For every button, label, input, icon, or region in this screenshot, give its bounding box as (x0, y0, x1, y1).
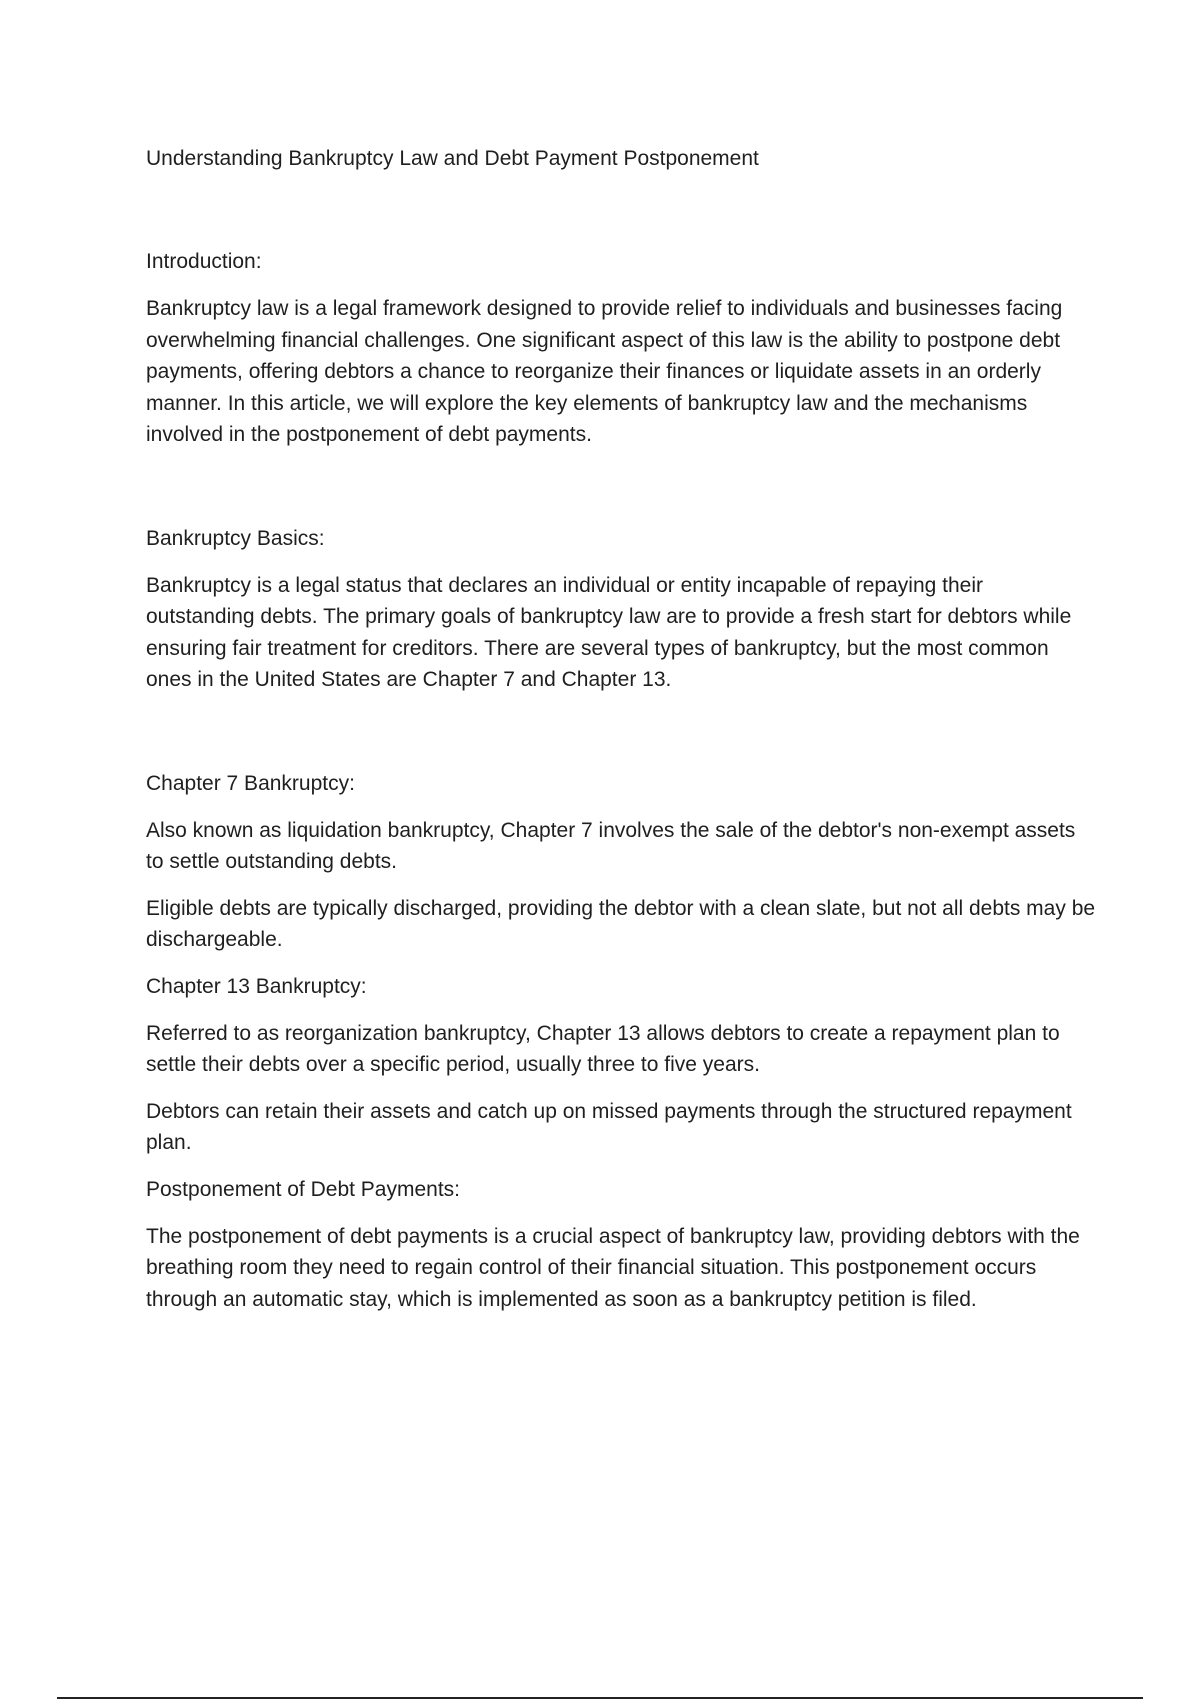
paragraph-chapter-13-reorganization: Referred to as reorganization bankruptcy, Chapter 13 allows debtors to create a repayment plan to settle their debts over a specific period, usually three to five years. (146, 1021, 1060, 1076)
paragraph-postponement: The postponement of debt payments is a crucial aspect of bankruptcy law, providing debtors with the breathing room they need to regain control of their financial situation. This postponement occurs through an automatic stay, which is implemented as soon as a bankruptcy petition is filed. (146, 1224, 1080, 1311)
document-title: Understanding Bankruptcy Law and Debt Payment Postponement (146, 147, 759, 170)
section-heading-chapter-13: Chapter 13 Bankruptcy: (146, 974, 367, 998)
page-bottom-rule (57, 1697, 1143, 1699)
paragraph-chapter-7-discharge: Eligible debts are typically discharged, providing the debtor with a clean slate, but not all debts may be dischargeable. (146, 896, 1096, 951)
section-heading-chapter-7: Chapter 7 Bankruptcy: (146, 771, 355, 795)
section-heading-introduction: Introduction: (146, 250, 262, 273)
paragraph-bankruptcy-basics: Bankruptcy is a legal status that declares an individual or entity incapable of repaying their outstanding debts. The primary goals of bankruptcy law are to provide a fresh start for debtors while ensuring fair treatment for creditors. There are several types of bankruptcy, but the most common ones in the United States are Chapter 7 and Chapter 13. (146, 573, 1072, 691)
document-body (146, 143, 1096, 1315)
section-heading-postponement: Postponement of Debt Payments: (146, 1177, 461, 1201)
paragraph-introduction: Bankruptcy law is a legal framework designed to provide relief to individuals and businesses facing overwhelming financial challenges. One significant aspect of this law is the ability to postpone debt payments, offering debtors a chance to reorganize their finances or liquidate assets in an orderly manner. In this article, we will explore the key elements of bankruptcy law and the mechanisms involved in the postponement of debt payments. (146, 297, 1063, 446)
paragraph-chapter-13-retain-assets: Debtors can retain their assets and catch up on missed payments through the structured repayment plan. (146, 1099, 1072, 1154)
section-heading-bankruptcy-basics: Bankruptcy Basics: (146, 526, 325, 550)
paragraph-chapter-7-liquidation: Also known as liquidation bankruptcy, Chapter 7 involves the sale of the debtor's non-exempt assets to settle outstanding debts. (146, 818, 1076, 873)
